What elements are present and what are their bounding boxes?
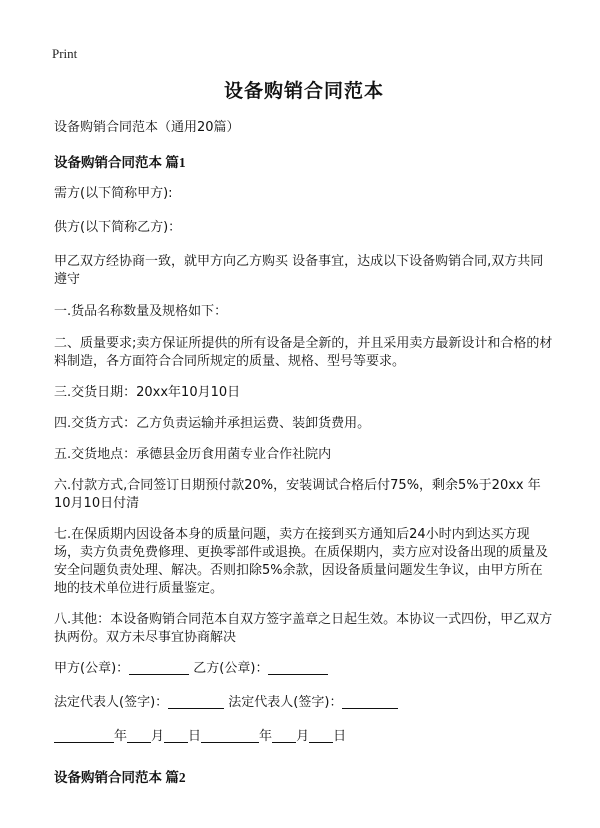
year-a-label: 年: [114, 729, 128, 744]
month-b-blank[interactable]: [272, 728, 296, 743]
rep-b-label: 法定代表人(签字)：: [228, 695, 343, 710]
month-b-label: 月: [296, 729, 310, 744]
day-b-blank[interactable]: [309, 728, 333, 743]
day-a-blank[interactable]: [164, 728, 188, 743]
print-link[interactable]: Print: [52, 46, 78, 61]
signature-date-line: [54, 728, 554, 746]
paragraph: 五.交货地点：承德县金历食用菌专业合作社院内: [54, 447, 332, 462]
month-a-label: 月: [151, 729, 165, 744]
party-b-seal-blank[interactable]: [268, 660, 328, 675]
paragraph: 三.交货日期：20xx年10月10日: [54, 385, 241, 400]
paragraph: 四.交货方式：乙方负责运输并承担运费、装卸货费用。: [54, 416, 371, 431]
document-page: [54, 76, 554, 786]
document-title: 设备购销合同范本: [223, 80, 384, 102]
paragraph: 七.在保质期内因设备本身的质量问题，卖方在接到买方通知后24小时内到达买方现场，卖方负责免费修理、更换零部件或退换。在质保期内，卖方应对设备出现的质量及安全问题负责处理、解决。否则扣除5%余款，因设备质量问题发生争议，由甲方所在地的技术单位进行质量鉴定。: [54, 527, 549, 596]
party-b-seal-label: 乙方(公章)：: [193, 661, 269, 676]
year-b-blank[interactable]: [201, 728, 259, 743]
document-subtitle: 设备购销合同范本（通用20篇）: [54, 120, 240, 135]
section-heading: 设备购销合同范本 篇1: [54, 155, 186, 170]
paragraph: 六.付款方式,合同签订日期预付款20%，安装调试合格后付75%，剩余5%于20xx 年10月10日付清: [54, 478, 541, 511]
paragraph: 八.其他：本设备购销合同范本自双方签字盖章之日起生效。本协议一式四份，甲乙双方执两份。双方未尽事宜协商解决: [54, 612, 553, 645]
signature-rep-line: [54, 694, 554, 712]
paragraph: 供方(以下简称乙方)：: [54, 220, 182, 235]
party-a-seal-label: 甲方(公章)：: [54, 661, 130, 676]
paragraph: 一.货品名称数量及规格如下：: [54, 304, 228, 319]
paragraph: 甲乙双方经协商一致，就甲方向乙方购买 设备事宜，达成以下设备购销合同,双方共同遵守: [54, 254, 544, 287]
party-a-seal-blank[interactable]: [129, 660, 189, 675]
rep-a-blank[interactable]: [168, 694, 224, 709]
signature-seal-line: [54, 660, 554, 678]
rep-a-label: 法定代表人(签字)：: [54, 695, 169, 710]
month-a-blank[interactable]: [127, 728, 151, 743]
year-a-blank[interactable]: [54, 728, 114, 743]
paragraph: 二、质量要求;卖方保证所提供的所有设备是全新的，并且采用卖方最新设计和合格的材料制造，各方面符合合同所规定的质量、规格、型号等要求。: [54, 336, 553, 369]
day-b-label: 日: [333, 729, 347, 744]
rep-b-blank[interactable]: [342, 694, 398, 709]
year-b-label: 年: [259, 729, 273, 744]
day-a-label: 日: [188, 729, 202, 744]
paragraph: 需方(以下简称甲方):: [54, 186, 173, 201]
section-heading: 设备购销合同范本 篇2: [54, 770, 186, 785]
